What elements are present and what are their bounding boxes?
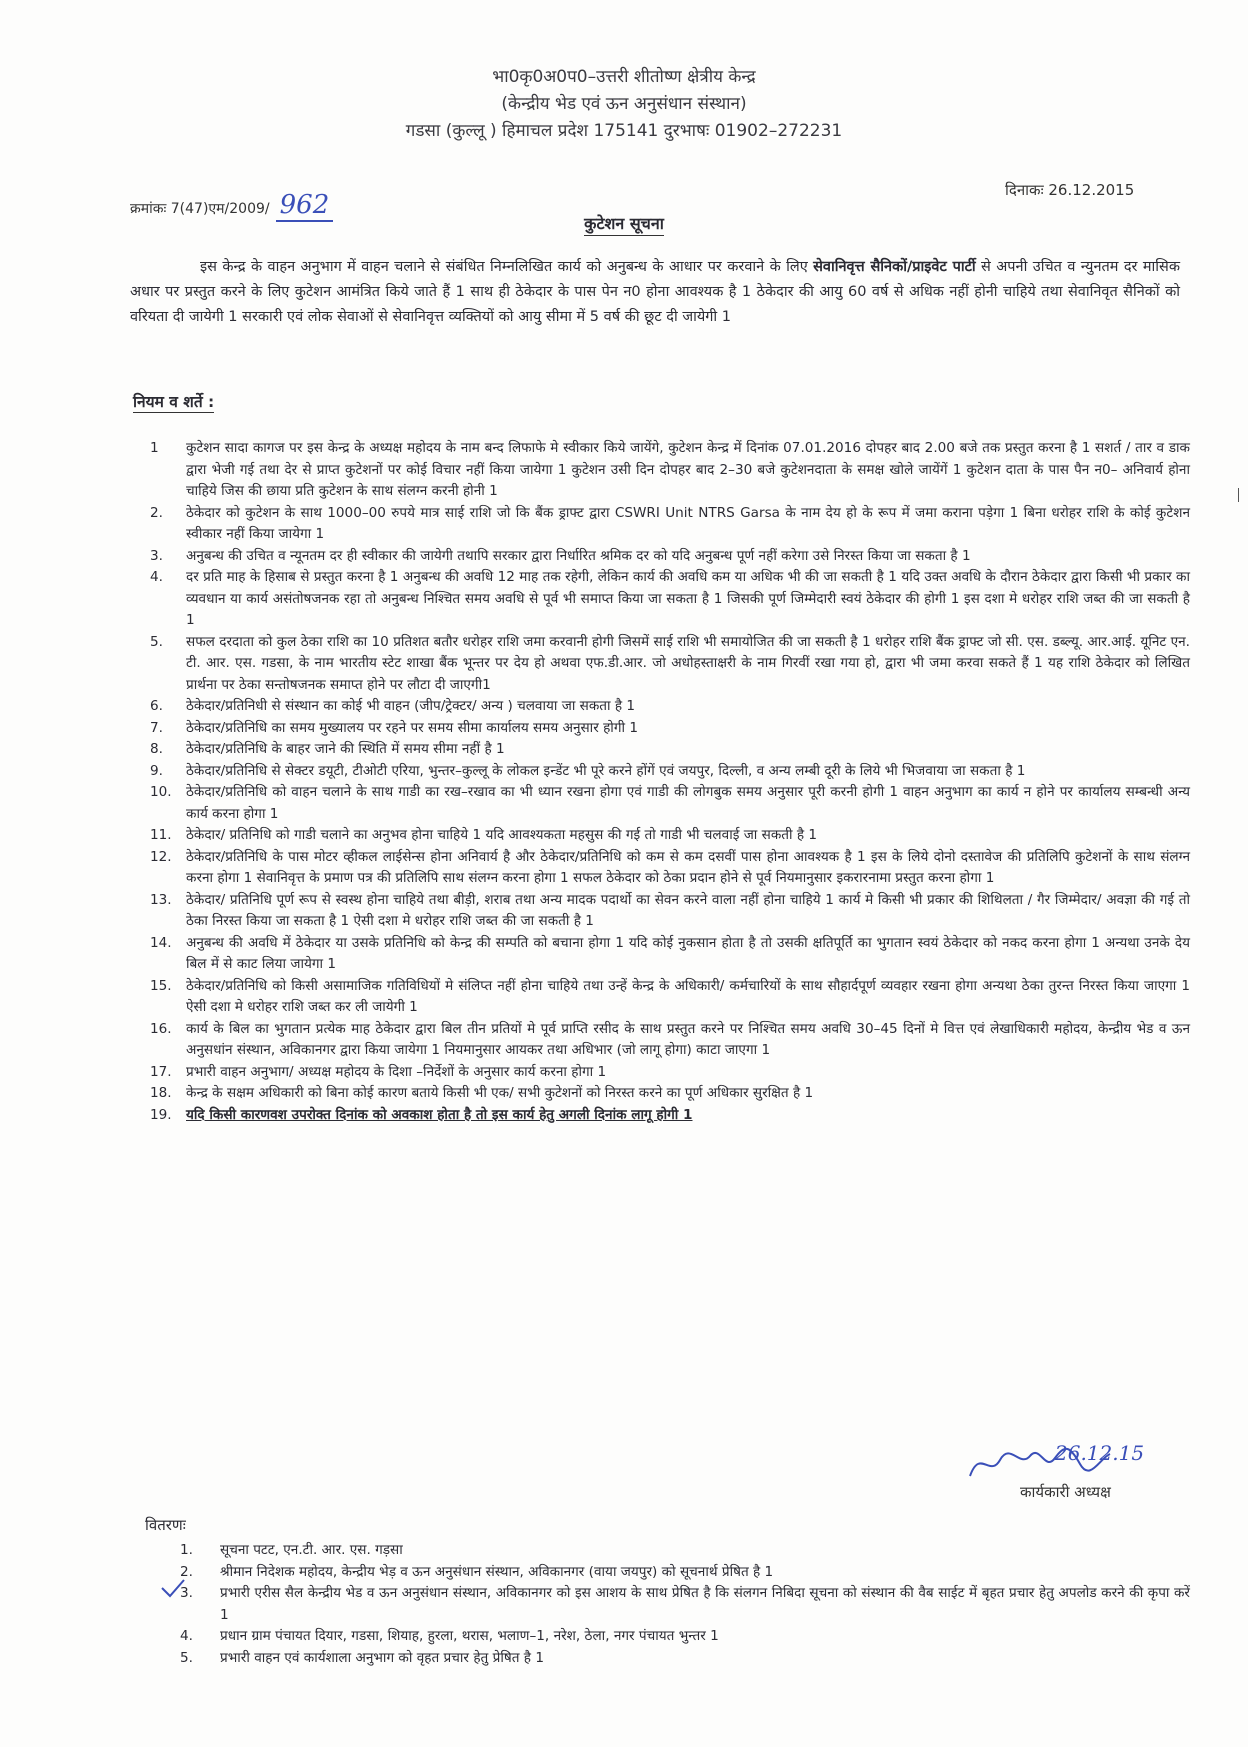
distribution-item (180, 1540, 1190, 1562)
rule-text: केन्द्र के सक्षम अधिकारी को बिना कोई कारण बताये किसी भी एक/ सभी कुटेशनों को निरस्त करने का पूर्ण अधिकार सुरक्षित है 1 (186, 1085, 814, 1101)
letterhead-line-2: (केन्द्रीय भेड एवं ऊन अनुसंधान संस्थान) (501, 94, 747, 114)
rule-number: 9. (150, 762, 163, 779)
distribution-number: 1. (180, 1542, 193, 1558)
rule-item (150, 1019, 1190, 1062)
rules-heading: नियम व शर्ते : (133, 390, 214, 413)
distribution-text: सूचना पटट, एन.टी. आर. एस. गड़सा (220, 1542, 403, 1558)
rule-number: 18. (150, 1085, 172, 1101)
rule-text: ठेकेदार/ प्रतिनिधि पूर्ण रूप से स्वस्थ होना चाहिये तथा बीड़ी, शराब तथा अन्य मादक पदार्थो का सेवन करने वाला नहीं होना चाहिये 1 कार्य मे किसी भी प्रकार की शिथिलता / गैर जिम्मेदार/ अवज्ञा की गई तो ठेका निरस्त किया जा सकता है 1 ऐसी दशा मे धरोहर राशि जब्त की जा सकती है 1 (186, 891, 1190, 929)
handwritten-number: 962 (276, 190, 334, 222)
rule-number: 16. (150, 1020, 172, 1037)
intro-part-2: से अपनी उचित व न्युनतम दर मासिक अधार पर प्रस्तुत करने के लिए कुटेशन आमंत्रित किये जाते हैं 1 साथ ही ठेकेदार के पास पेन न0 होना आवश्यक है 1 ठेकेदार की आयु 60 वर्ष से अधिक नहीं होनी चाहिये तथा सेवानिवृत सैनिकों को वरियता दी जायेगी 1 सरकारी एवं लोक सेवाओं से सेवानिवृत्त व्यक्तियों को आयु सीमा में 5 वर्ष की छूट दी जायेगी 1 (130, 259, 1180, 325)
rule-text: यदि किसी कारणवश उपरोक्त दिनांक को अवकाश होता है तो इस कार्य हेतु अगली दिनांक लागू होगी 1 (186, 1106, 693, 1123)
signature-block (960, 1438, 1200, 1508)
rule-text: अनुबन्ध की अवधि में ठेकेदार या उसके प्रतिनिधि को केन्द्र की सम्पति को बचाना होगा 1 यदि कोई नुकसान होता है तो उसकी क्षतिपूर्ति का भुगतान स्वयं ठेकेदार को नकद करना होगा 1 अन्यथा उनके देय बिल में से काट लिया जायेगा 1 (186, 934, 1190, 972)
rule-item (150, 782, 1190, 825)
rule-item (150, 761, 1190, 783)
signature-label: कार्यकारी अध्यक्ष (1020, 1483, 1111, 1501)
rule-item (150, 976, 1190, 1019)
rule-item (150, 825, 1190, 847)
rule-item (150, 1062, 1190, 1084)
letterhead-line-3: गडसा (कुल्लू ) हिमाचल प्रदेश 175141 दुरभाषः 01902–272231 (405, 121, 843, 141)
rule-text: कार्य के बिल का भुगतान प्रत्येक माह ठेकेदार द्वारा बिल तीन प्रतियों मे पूर्व प्राप्ति रसीद के साथ प्रस्तुत करने पर निश्चित समय अवधि 30–45 दिनों मे वित्त एवं लेखाधिकारी महोदय, केन्द्रीय भेड व ऊन अनुसधांन संस्थान, अविकानगर द्वारा किया जायेगा 1 नियमानुसार आयकर तथा अधिभार (जो लागू होगा) काटा जाएगा 1 (186, 1020, 1190, 1058)
distribution-text: प्रधान ग्राम पंचायत दियार, गडसा, शियाह, हुरला, थरास, भलाण–1, नरेश, ठेला, नगर पंचायत भुन्तर 1 (220, 1628, 719, 1644)
distribution-item (180, 1562, 1190, 1584)
rule-item (150, 718, 1190, 740)
distribution-number: 4. (180, 1628, 193, 1644)
rule-item (150, 546, 1190, 568)
rule-number: 19. (150, 1106, 172, 1123)
rule-number: 13. (150, 891, 172, 908)
rule-text: ठेकेदार/प्रतिनिधि का समय मुख्यालय पर रहने पर समय सीमा कार्यालय समय अनुसार होगी 1 (186, 719, 638, 736)
rule-text: अनुबन्ध की उचित व न्यूनतम दर ही स्वीकार की जायेगी तथापि सरकार द्वारा निर्धारित श्रमिक दर को यदि अनुबन्ध पूर्ण नहीं करेगा उसे निरस्त किया जा सकता है 1 (186, 547, 971, 564)
rule-item (150, 567, 1190, 632)
document-title-text: कुटेशन सूचना (584, 214, 664, 236)
rule-number: 2. (150, 504, 163, 521)
svg-text:26.12.15: 26.12.15 (1055, 1441, 1145, 1465)
intro-paragraph (130, 255, 1180, 330)
rule-item (150, 438, 1190, 503)
distribution-number: 5. (180, 1649, 193, 1666)
rule-text: दर प्रति माह के हिसाब से प्रस्तुत करना है 1 अनुबन्ध की अवधि 12 माह तक रहेगी, लेकिन कार्य की अवधि कम या अधिक भी की जा सकती है 1 यदि उक्त अवधि के दौरान ठेकेदार द्वारा किसी भी प्रकार का व्यवधान या कार्य असंतोषजनक रहा तो अनुबन्ध निश्चित समय अवधि से पूर्व भी समाप्त किया जा सकता है 1 जिसकी पूर्ण जिम्मेदारी स्वयं ठेकेदार की होगी 1 इस दशा मे धरोहर राशि जब्त की जा सकती है 1 (186, 569, 1190, 628)
rule-text: ठेकेदार/प्रतिनिधी से संस्थान का कोई भी वाहन (जीप/ट्रेक्टर/ अन्य ) चलवाया जा सकता है 1 (186, 698, 636, 714)
intro-bold: सेवानिवृत्त सैनिकों/प्राइवेट पार्टी (813, 259, 976, 275)
distribution-item (180, 1583, 1190, 1626)
rule-text: ठेकेदार को कुटेशन के साथ 1000–00 रुपये मात्र साई राशि जो कि बैंक ड्राफ्ट द्वारा CSWRI Unit NTRS Garsa के नाम देय हो के रूप में जमा कराना पड़ेगा 1 बिना धरोहर राशि के कोई कुटेशन स्वीकार नहीं किया जायेगा 1 (186, 504, 1190, 542)
rule-number: 17. (150, 1063, 172, 1080)
rule-text: कुटेशन सादा कागज पर इस केन्द्र के अध्यक्ष महोदय के नाम बन्द लिफाफे मे स्वीकार किये जायेंगे, कुटेशन केन्द्र में दिनांक 07.01.2016 दोपहर बाद 2.00 बजे तक प्रस्तुत करना है 1 सशर्त / तार व डाक द्वारा भेजी गई तथा देर से प्राप्त कुटेशनों पर कोई विचार नहीं किया जायेगा 1 कुटेशन उसी दिन दोपहर बाद 2–30 बजे कुटेशनदाता के समक्ष खोले जायेंगें 1 कुटेशन दाता के पास पैन न0– अनिवार्य होना चाहिये जिस की छाया प्रति कुटेशन के साथ संलग्न करनी होनी 1 (186, 440, 1190, 499)
rule-text: ठेकेदार/प्रतिनिधि को किसी असामाजिक गतिविधियों मे संलिप्त नहीं होना चाहिये तथा उन्हें केन्द्र के अधिकारी/ कर्मचारियों के साथ सौहार्दपूर्ण व्यवहार रखना होगा अन्यथा ठेका तुरन्त निरस्त किया जाएगा 1 ऐसी दशा मे धरोहर राशि जब्त कर ली जायेगी 1 (186, 977, 1190, 1015)
distribution-list (180, 1540, 1190, 1669)
intro-part-1: इस केन्द्र के वाहन अनुभाग में वाहन चलाने से संबंधित निम्नलिखित कार्य को अनुबन्ध के आधार पर करवाने के लिए (200, 259, 814, 275)
distribution-item (180, 1648, 1190, 1670)
rule-item (150, 1083, 1190, 1105)
rule-number: 4. (150, 569, 163, 585)
distribution-text: प्रभारी एरीस सैल केन्द्रीय भेड व ऊन अनुसंधान संस्थान, अविकानगर को इस आशय के साथ प्रेषित है कि संलगन निबिदा सूचना को संस्थान की वैब साईट में बृहत प्रचार हेतु अपलोड करने की कृपा करें 1 (220, 1585, 1190, 1623)
rule-number: 7. (150, 719, 163, 736)
reference-label: क्रमांकः 7(47)एम/2009/ (130, 201, 270, 217)
rule-number: 14. (150, 934, 172, 951)
rule-text: ठेकेदार/प्रतिनिधि के पास मोटर व्हीकल लाईसेन्स होना अनिवार्य है और ठेकेदार/प्रतिनिधि को कम से कम दसवीं पास होना आवश्यक है 1 इस के लिये दोनो दस्तावेज की प्रतिलिपि कुटेशनों के साथ संलग्न करना होगा 1 सेवानिवृत्त के प्रमाण पत्र की प्रतिलिपि साथ संलग्न करना होगा 1 सफल ठेकेदार को ठेका प्रदान होने से पूर्व नियमानुसार इकरारनामा प्रस्तुत करना होगा 1 (186, 848, 1190, 886)
margin-mark (1238, 488, 1239, 502)
rule-item (150, 847, 1190, 890)
distribution-heading: वितरणः (145, 1516, 186, 1534)
distribution-item (180, 1626, 1190, 1648)
rule-number: 10. (150, 784, 172, 800)
rule-number: 11. (150, 827, 172, 843)
check-mark-icon (160, 1578, 186, 1598)
rule-item (150, 933, 1190, 976)
rule-number: 5. (150, 633, 163, 650)
rule-text: ठेकेदार/प्रतिनिधि से सेक्टर डयूटी, टीओटी एरिया, भुन्तर–कुल्लू के लोकल इन्डेंट भी पूरे करने होंगें एवं जयपुर, दिल्ली, व अन्य लम्बी दूरी के लिये भी भिजवाया जा सकता है 1 (186, 762, 1026, 779)
rule-item (150, 739, 1190, 761)
rule-number: 3. (150, 547, 163, 564)
rule-item (150, 890, 1190, 933)
distribution-text: प्रभारी वाहन एवं कार्यशाला अनुभाग को वृहत प्रचार हेतु प्रेषित है 1 (220, 1649, 544, 1666)
rule-number: 1 (150, 440, 159, 456)
rules-list (150, 438, 1190, 1126)
rule-number: 12. (150, 848, 172, 865)
rule-text: ठेकेदार/ प्रतिनिधि को गाडी चलाने का अनुभव होना चाहिये 1 यदि आवश्यकता महसुस की गई तो गाडी भी चलवाई जा सकती है 1 (186, 827, 818, 843)
rule-item (150, 1105, 1190, 1127)
rule-number: 6. (150, 698, 163, 714)
rule-text: ठेकेदार/प्रतिनिधि के बाहर जाने की स्थिति में समय सीमा नहीं है 1 (186, 741, 505, 757)
rule-text: ठेकेदार/प्रतिनिधि को वाहन चलाने के साथ गाडी का रख–रखाव का भी ध्यान रखना होगा एवं गाडी की लोगबुक समय अनुसार पूरी करनी होगी 1 वाहन अनुभाग का कार्य न होने पर कार्यालय सम्बन्धी अन्य कार्य करना होगा 1 (186, 784, 1190, 822)
rule-number: 8. (150, 741, 163, 757)
distribution-number: 3. (180, 1585, 193, 1601)
rule-item (150, 503, 1190, 546)
letterhead (0, 64, 1248, 145)
rule-item (150, 632, 1190, 697)
rule-text: सफल दरदाता को कुल ठेका राशि का 10 प्रतिशत बतौर धरोहर राशि जमा करवानी होगी जिसमें साई राशि भी समायोजित की जा सकती है 1 धरोहर राशि बैंक ड्राफ्ट जो सी. एस. डब्ल्यू. आर.आई. यूनिट एन. टी. आर. एस. गडसा, के नाम भारतीय स्टेट शाखा बैंक भून्तर पर देय हो अथवा एफ.डी.आर. जो अधोहस्ताक्षरी के नाम गिरवीं रखा गया हो, द्वारा भी जमा करवा सकते हैं 1 यह राशि ठेकेदार को लिखित प्रार्थना पर ठेका सन्तोषजनक समाप्त होने पर लौटा दी जाएगी1 (186, 633, 1190, 693)
distribution-number: 2. (180, 1563, 193, 1580)
issue-date: दिनाकः 26.12.2015 (1005, 181, 1135, 199)
rule-text: प्रभारी वाहन अनुभाग/ अध्यक्ष महोदय के दिशा –निर्देशों के अनुसार कार्य करना होगा 1 (186, 1063, 607, 1080)
distribution-text: श्रीमान निदेशक महोदय, केन्द्रीय भेड़ व ऊन अनुसंधान संस्थान, अविकानगर (वाया जयपुर) को सूचनार्थ प्रेषित है 1 (220, 1563, 774, 1580)
signature-scribble (960, 1438, 1200, 1488)
letterhead-line-1: भा0कृ0अ0प0–उत्तरी शीतोष्ण क्षेत्रीय केन्द्र (492, 67, 756, 87)
rule-item (150, 696, 1190, 718)
rule-number: 15. (150, 977, 172, 994)
document-title (0, 212, 1248, 234)
